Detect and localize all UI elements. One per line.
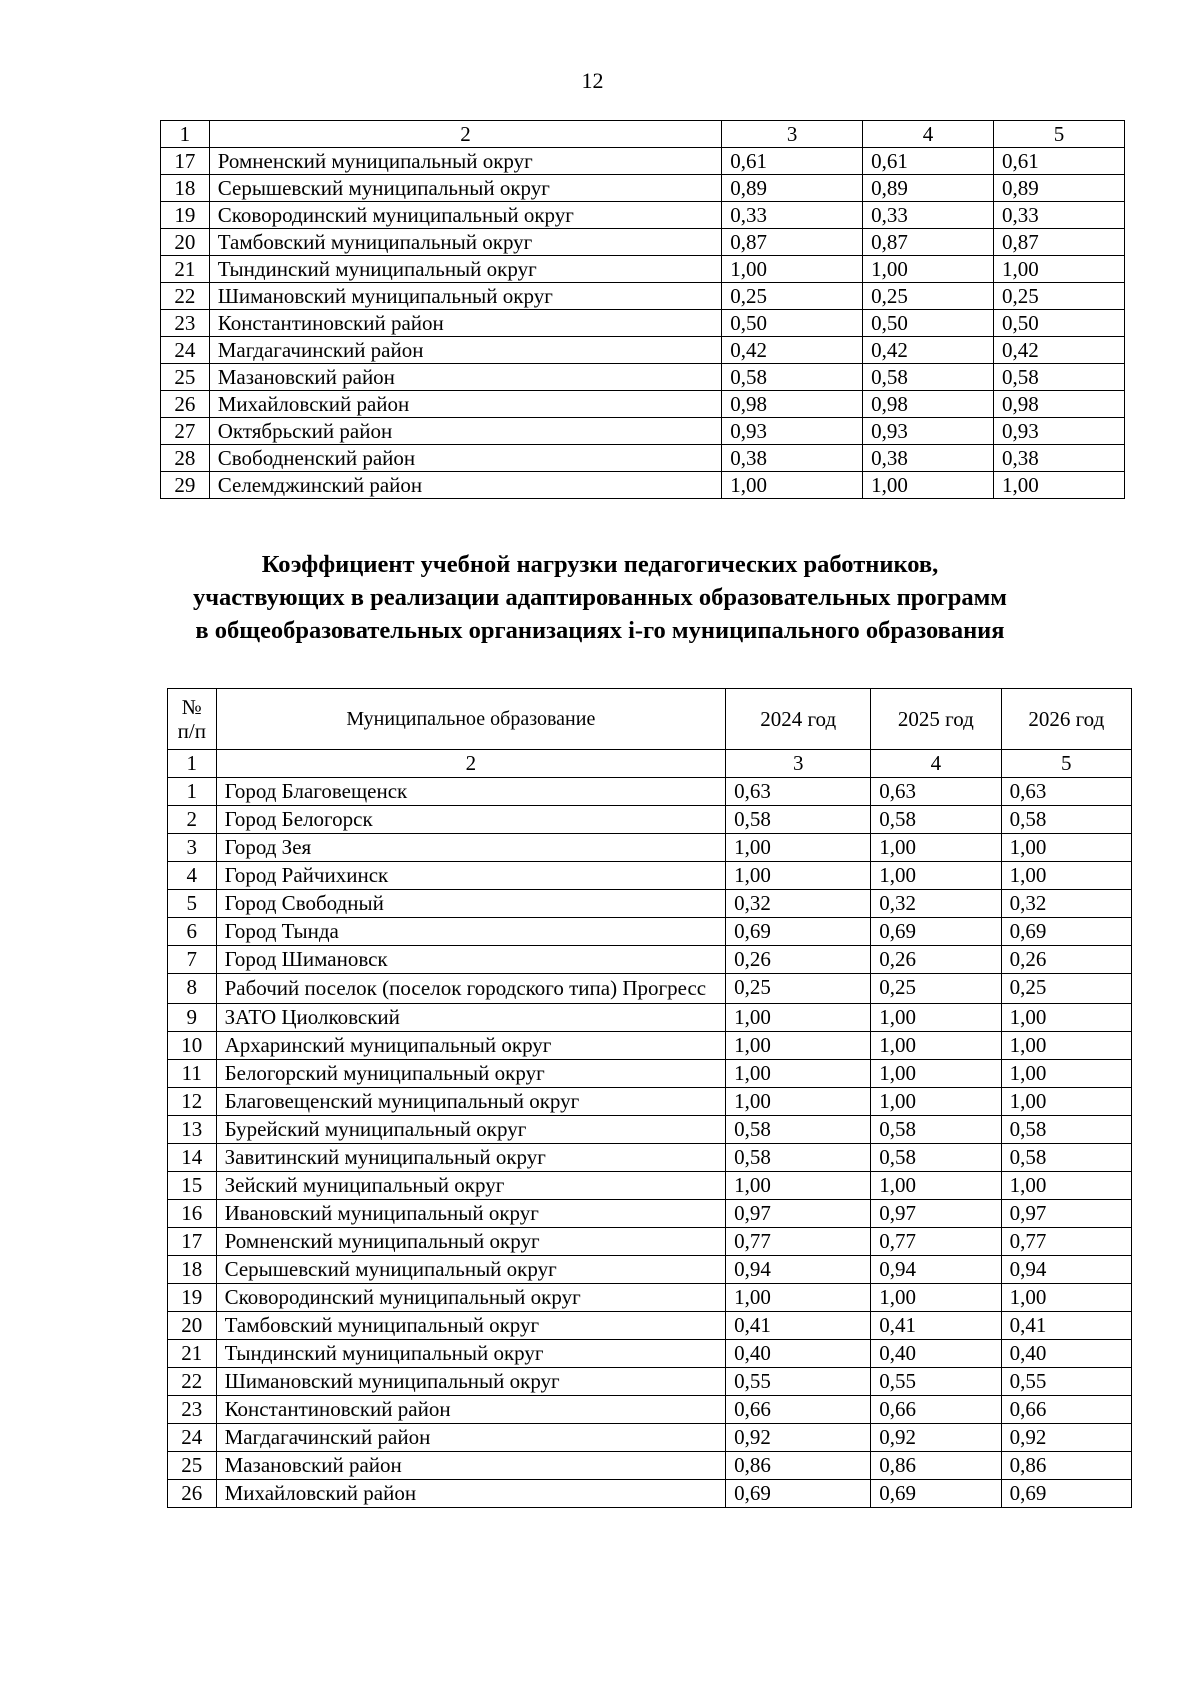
row-number: 20 xyxy=(161,229,210,256)
value-year-3: 0,58 xyxy=(1001,1144,1131,1172)
value-year-1: 0,66 xyxy=(726,1396,871,1424)
table-row xyxy=(168,1256,1132,1284)
column-number: 3 xyxy=(722,121,863,148)
value-year-3: 0,86 xyxy=(1001,1452,1131,1480)
value-year-1: 1,00 xyxy=(726,834,871,862)
row-number: 9 xyxy=(168,1004,217,1032)
value-year-2: 0,97 xyxy=(871,1200,1001,1228)
value-year-1: 0,69 xyxy=(726,1480,871,1508)
value-year-2: 0,55 xyxy=(871,1368,1001,1396)
municipality-name: Михайловский район xyxy=(209,391,722,418)
table-row xyxy=(168,1116,1132,1144)
table-row xyxy=(161,364,1125,391)
value-year-2: 1,00 xyxy=(871,1172,1001,1200)
value-year-1: 0,25 xyxy=(722,283,863,310)
row-number: 17 xyxy=(161,148,210,175)
value-year-2: 0,26 xyxy=(871,946,1001,974)
value-year-2: 0,32 xyxy=(871,890,1001,918)
value-year-1: 0,86 xyxy=(726,1452,871,1480)
value-year-2: 0,86 xyxy=(871,1452,1001,1480)
municipality-name: Тамбовский муниципальный округ xyxy=(216,1312,726,1340)
row-number: 21 xyxy=(168,1340,217,1368)
row-number: 8 xyxy=(168,974,217,1004)
municipality-name: Архаринский муниципальный округ xyxy=(216,1032,726,1060)
municipality-name: Город Белогорск xyxy=(216,806,726,834)
value-year-3: 0,42 xyxy=(994,337,1125,364)
row-number: 29 xyxy=(161,472,210,499)
municipality-name: Рабочий поселок (поселок городского типа) Прогресс xyxy=(216,974,726,1004)
column-number: 1 xyxy=(161,121,210,148)
table-row xyxy=(168,1060,1132,1088)
value-year-3: 0,26 xyxy=(1001,946,1131,974)
value-year-3: 1,00 xyxy=(1001,834,1131,862)
row-number: 23 xyxy=(161,310,210,337)
table-row xyxy=(168,1200,1132,1228)
table-row xyxy=(168,1004,1132,1032)
value-year-3: 0,89 xyxy=(994,175,1125,202)
value-year-2: 0,61 xyxy=(863,148,994,175)
row-number: 24 xyxy=(168,1424,217,1452)
table-row xyxy=(168,1032,1132,1060)
municipality-name: Город Тында xyxy=(216,918,726,946)
row-number: 22 xyxy=(161,283,210,310)
municipality-name: Серышевский муниципальный округ xyxy=(209,175,722,202)
value-year-3: 0,33 xyxy=(994,202,1125,229)
column-number: 5 xyxy=(994,121,1125,148)
row-number: 28 xyxy=(161,445,210,472)
municipality-name: Завитинский муниципальный округ xyxy=(216,1144,726,1172)
value-year-2: 0,58 xyxy=(871,1144,1001,1172)
value-year-2: 0,33 xyxy=(863,202,994,229)
row-number: 25 xyxy=(168,1452,217,1480)
value-year-2: 1,00 xyxy=(871,862,1001,890)
column-number: 3 xyxy=(726,750,871,778)
municipality-name: Мазановский район xyxy=(216,1452,726,1480)
row-number: 24 xyxy=(161,337,210,364)
municipality-name: Город Шимановск xyxy=(216,946,726,974)
municipality-name: Зейский муниципальный округ xyxy=(216,1172,726,1200)
table-row xyxy=(161,472,1125,499)
table-row xyxy=(161,202,1125,229)
row-number: 6 xyxy=(168,918,217,946)
header-number xyxy=(168,689,217,750)
row-number: 27 xyxy=(161,418,210,445)
value-year-1: 0,61 xyxy=(722,148,863,175)
value-year-3: 1,00 xyxy=(1001,1032,1131,1060)
value-year-3: 0,61 xyxy=(994,148,1125,175)
column-number: 4 xyxy=(863,121,994,148)
row-number: 18 xyxy=(168,1256,217,1284)
value-year-1: 1,00 xyxy=(722,256,863,283)
municipality-name: Магдагачинский район xyxy=(209,337,722,364)
table-row xyxy=(168,1088,1132,1116)
table-row xyxy=(168,974,1132,1004)
municipality-name: Мазановский район xyxy=(209,364,722,391)
table-row xyxy=(161,229,1125,256)
column-number: 4 xyxy=(871,750,1001,778)
row-number: 14 xyxy=(168,1144,217,1172)
column-number-row xyxy=(168,750,1132,778)
value-year-1: 0,97 xyxy=(726,1200,871,1228)
value-year-3: 0,58 xyxy=(1001,806,1131,834)
table-row xyxy=(168,1424,1132,1452)
value-year-1: 1,00 xyxy=(726,1060,871,1088)
municipality-name: Шимановский муниципальный округ xyxy=(216,1368,726,1396)
municipality-name: Ромненский муниципальный округ xyxy=(216,1228,726,1256)
value-year-1: 0,26 xyxy=(726,946,871,974)
value-year-2: 0,66 xyxy=(871,1396,1001,1424)
value-year-1: 1,00 xyxy=(726,1004,871,1032)
value-year-1: 1,00 xyxy=(722,472,863,499)
value-year-2: 1,00 xyxy=(871,1032,1001,1060)
value-year-2: 0,50 xyxy=(863,310,994,337)
value-year-1: 0,58 xyxy=(726,806,871,834)
value-year-3: 0,58 xyxy=(994,364,1125,391)
header-year-2025: 2025 год xyxy=(871,689,1001,750)
municipality-name: Октябрьский район xyxy=(209,418,722,445)
row-number: 20 xyxy=(168,1312,217,1340)
municipality-name: Тамбовский муниципальный округ xyxy=(209,229,722,256)
table-row xyxy=(168,1480,1132,1508)
table-header-row xyxy=(168,689,1132,750)
municipality-name: Город Свободный xyxy=(216,890,726,918)
value-year-1: 0,40 xyxy=(726,1340,871,1368)
table-row xyxy=(168,946,1132,974)
municipality-name: Город Благовещенск xyxy=(216,778,726,806)
value-year-1: 0,89 xyxy=(722,175,863,202)
table-row xyxy=(161,175,1125,202)
table-row xyxy=(161,256,1125,283)
column-number: 1 xyxy=(168,750,217,778)
row-number: 1 xyxy=(168,778,217,806)
value-year-2: 0,41 xyxy=(871,1312,1001,1340)
column-number: 5 xyxy=(1001,750,1131,778)
value-year-1: 0,41 xyxy=(726,1312,871,1340)
table-row xyxy=(161,391,1125,418)
table-row xyxy=(168,1172,1132,1200)
municipality-name: Свободненский район xyxy=(209,445,722,472)
value-year-1: 1,00 xyxy=(726,1172,871,1200)
row-number: 5 xyxy=(168,890,217,918)
section-title xyxy=(0,548,1200,647)
value-year-2: 0,77 xyxy=(871,1228,1001,1256)
section-title-line: в общеобразовательных организациях i-го муниципального образования xyxy=(195,617,1005,644)
municipality-name: Шимановский муниципальный округ xyxy=(209,283,722,310)
row-number: 16 xyxy=(168,1200,217,1228)
row-number: 17 xyxy=(168,1228,217,1256)
value-year-3: 1,00 xyxy=(1001,1088,1131,1116)
value-year-3: 0,25 xyxy=(1001,974,1131,1004)
table-row xyxy=(168,806,1132,834)
municipality-name: Константиновский район xyxy=(209,310,722,337)
value-year-3: 0,40 xyxy=(1001,1340,1131,1368)
value-year-2: 1,00 xyxy=(871,1088,1001,1116)
value-year-2: 0,40 xyxy=(871,1340,1001,1368)
table-row xyxy=(168,890,1132,918)
municipality-name: Константиновский район xyxy=(216,1396,726,1424)
value-year-1: 0,58 xyxy=(726,1144,871,1172)
value-year-1: 0,98 xyxy=(722,391,863,418)
row-number: 11 xyxy=(168,1060,217,1088)
municipality-name: Ромненский муниципальный округ xyxy=(209,148,722,175)
row-number: 26 xyxy=(168,1480,217,1508)
value-year-1: 0,42 xyxy=(722,337,863,364)
value-year-3: 1,00 xyxy=(1001,1060,1131,1088)
value-year-2: 0,92 xyxy=(871,1424,1001,1452)
value-year-3: 0,41 xyxy=(1001,1312,1131,1340)
row-number: 7 xyxy=(168,946,217,974)
value-year-1: 0,33 xyxy=(722,202,863,229)
table-row xyxy=(168,1452,1132,1480)
value-year-3: 0,87 xyxy=(994,229,1125,256)
value-year-3: 0,94 xyxy=(1001,1256,1131,1284)
table-row xyxy=(161,337,1125,364)
value-year-1: 0,63 xyxy=(726,778,871,806)
municipality-name: Белогорский муниципальный округ xyxy=(216,1060,726,1088)
table-row xyxy=(161,283,1125,310)
value-year-2: 0,94 xyxy=(871,1256,1001,1284)
value-year-2: 1,00 xyxy=(871,1284,1001,1312)
row-number: 12 xyxy=(168,1088,217,1116)
table-row xyxy=(161,418,1125,445)
header-number-abbr: п/п xyxy=(177,719,206,743)
value-year-3: 1,00 xyxy=(1001,1172,1131,1200)
value-year-3: 0,92 xyxy=(1001,1424,1131,1452)
municipality-name: Благовещенский муниципальный округ xyxy=(216,1088,726,1116)
value-year-3: 0,55 xyxy=(1001,1368,1131,1396)
municipality-name: Серышевский муниципальный округ xyxy=(216,1256,726,1284)
value-year-2: 0,25 xyxy=(863,283,994,310)
table-row xyxy=(168,1396,1132,1424)
value-year-2: 1,00 xyxy=(871,1004,1001,1032)
value-year-1: 0,87 xyxy=(722,229,863,256)
value-year-2: 0,69 xyxy=(871,1480,1001,1508)
value-year-3: 1,00 xyxy=(1001,862,1131,890)
value-year-2: 1,00 xyxy=(871,1060,1001,1088)
table-row xyxy=(168,1144,1132,1172)
value-year-2: 1,00 xyxy=(871,834,1001,862)
municipality-name: Сковородинский муниципальный округ xyxy=(216,1284,726,1312)
value-year-2: 0,87 xyxy=(863,229,994,256)
municipality-name: Сковородинский муниципальный округ xyxy=(209,202,722,229)
table-row xyxy=(168,1228,1132,1256)
municipality-name: Город Зея xyxy=(216,834,726,862)
table-row xyxy=(161,310,1125,337)
coefficient-table-continued xyxy=(160,120,1125,499)
municipality-name: Ивановский муниципальный округ xyxy=(216,1200,726,1228)
table-row xyxy=(168,918,1132,946)
municipality-name: Магдагачинский район xyxy=(216,1424,726,1452)
value-year-1: 0,58 xyxy=(722,364,863,391)
row-number: 10 xyxy=(168,1032,217,1060)
value-year-2: 1,00 xyxy=(863,256,994,283)
table-row xyxy=(161,445,1125,472)
value-year-1: 0,50 xyxy=(722,310,863,337)
value-year-3: 0,77 xyxy=(1001,1228,1131,1256)
table-row xyxy=(168,1340,1132,1368)
value-year-3: 1,00 xyxy=(1001,1284,1131,1312)
value-year-1: 1,00 xyxy=(726,1284,871,1312)
row-number: 4 xyxy=(168,862,217,890)
value-year-1: 1,00 xyxy=(726,862,871,890)
value-year-3: 1,00 xyxy=(1001,1004,1131,1032)
value-year-2: 0,25 xyxy=(871,974,1001,1004)
header-year-2024: 2024 год xyxy=(726,689,871,750)
value-year-1: 0,25 xyxy=(726,974,871,1004)
header-year-2026: 2026 год xyxy=(1001,689,1131,750)
row-number: 25 xyxy=(161,364,210,391)
header-number-symbol: № xyxy=(181,695,202,719)
section-title-line: Коэффициент учебной нагрузки педагогических работников, xyxy=(261,551,939,578)
row-number: 2 xyxy=(168,806,217,834)
value-year-2: 0,58 xyxy=(863,364,994,391)
value-year-2: 1,00 xyxy=(863,472,994,499)
value-year-3: 0,25 xyxy=(994,283,1125,310)
row-number: 22 xyxy=(168,1368,217,1396)
value-year-1: 1,00 xyxy=(726,1088,871,1116)
value-year-1: 0,38 xyxy=(722,445,863,472)
table-row xyxy=(168,862,1132,890)
value-year-1: 0,93 xyxy=(722,418,863,445)
value-year-1: 0,69 xyxy=(726,918,871,946)
value-year-1: 0,92 xyxy=(726,1424,871,1452)
column-number: 2 xyxy=(216,750,726,778)
table-row xyxy=(168,1368,1132,1396)
value-year-3: 0,50 xyxy=(994,310,1125,337)
row-number: 23 xyxy=(168,1396,217,1424)
section-title-line: участвующих в реализации адаптированных образовательных программ xyxy=(192,584,1007,611)
value-year-3: 1,00 xyxy=(994,256,1125,283)
value-year-2: 0,58 xyxy=(871,806,1001,834)
municipality-name: Тындинский муниципальный округ xyxy=(216,1340,726,1368)
table-row xyxy=(168,1312,1132,1340)
table-row xyxy=(168,834,1132,862)
value-year-3: 1,00 xyxy=(994,472,1125,499)
value-year-3: 0,97 xyxy=(1001,1200,1131,1228)
value-year-3: 0,69 xyxy=(1001,1480,1131,1508)
table-row xyxy=(168,778,1132,806)
value-year-2: 0,38 xyxy=(863,445,994,472)
page-number: 12 xyxy=(581,68,604,93)
value-year-3: 0,58 xyxy=(1001,1116,1131,1144)
value-year-3: 0,66 xyxy=(1001,1396,1131,1424)
value-year-2: 0,63 xyxy=(871,778,1001,806)
adapted-programs-coefficient-table xyxy=(167,688,1132,1508)
row-number: 21 xyxy=(161,256,210,283)
column-number-row xyxy=(161,121,1125,148)
row-number: 18 xyxy=(161,175,210,202)
row-number: 3 xyxy=(168,834,217,862)
value-year-1: 0,55 xyxy=(726,1368,871,1396)
municipality-name: Бурейский муниципальный округ xyxy=(216,1116,726,1144)
value-year-1: 0,58 xyxy=(726,1116,871,1144)
value-year-2: 0,93 xyxy=(863,418,994,445)
municipality-name: Город Райчихинск xyxy=(216,862,726,890)
value-year-3: 0,69 xyxy=(1001,918,1131,946)
row-number: 19 xyxy=(161,202,210,229)
municipality-name: Тындинский муниципальный округ xyxy=(209,256,722,283)
value-year-2: 0,42 xyxy=(863,337,994,364)
value-year-3: 0,38 xyxy=(994,445,1125,472)
row-number: 26 xyxy=(161,391,210,418)
value-year-3: 0,98 xyxy=(994,391,1125,418)
value-year-2: 0,58 xyxy=(871,1116,1001,1144)
table-row xyxy=(168,1284,1132,1312)
value-year-1: 1,00 xyxy=(726,1032,871,1060)
value-year-3: 0,93 xyxy=(994,418,1125,445)
value-year-1: 0,32 xyxy=(726,890,871,918)
column-number: 2 xyxy=(209,121,722,148)
value-year-2: 0,89 xyxy=(863,175,994,202)
table-row xyxy=(161,148,1125,175)
row-number: 13 xyxy=(168,1116,217,1144)
municipality-name: Селемджинский район xyxy=(209,472,722,499)
value-year-1: 0,94 xyxy=(726,1256,871,1284)
row-number: 19 xyxy=(168,1284,217,1312)
header-municipality: Муниципальное образование xyxy=(216,689,726,750)
municipality-name: Михайловский район xyxy=(216,1480,726,1508)
value-year-3: 0,63 xyxy=(1001,778,1131,806)
value-year-2: 0,69 xyxy=(871,918,1001,946)
row-number: 15 xyxy=(168,1172,217,1200)
municipality-name: ЗАТО Циолковский xyxy=(216,1004,726,1032)
value-year-2: 0,98 xyxy=(863,391,994,418)
value-year-3: 0,32 xyxy=(1001,890,1131,918)
value-year-1: 0,77 xyxy=(726,1228,871,1256)
